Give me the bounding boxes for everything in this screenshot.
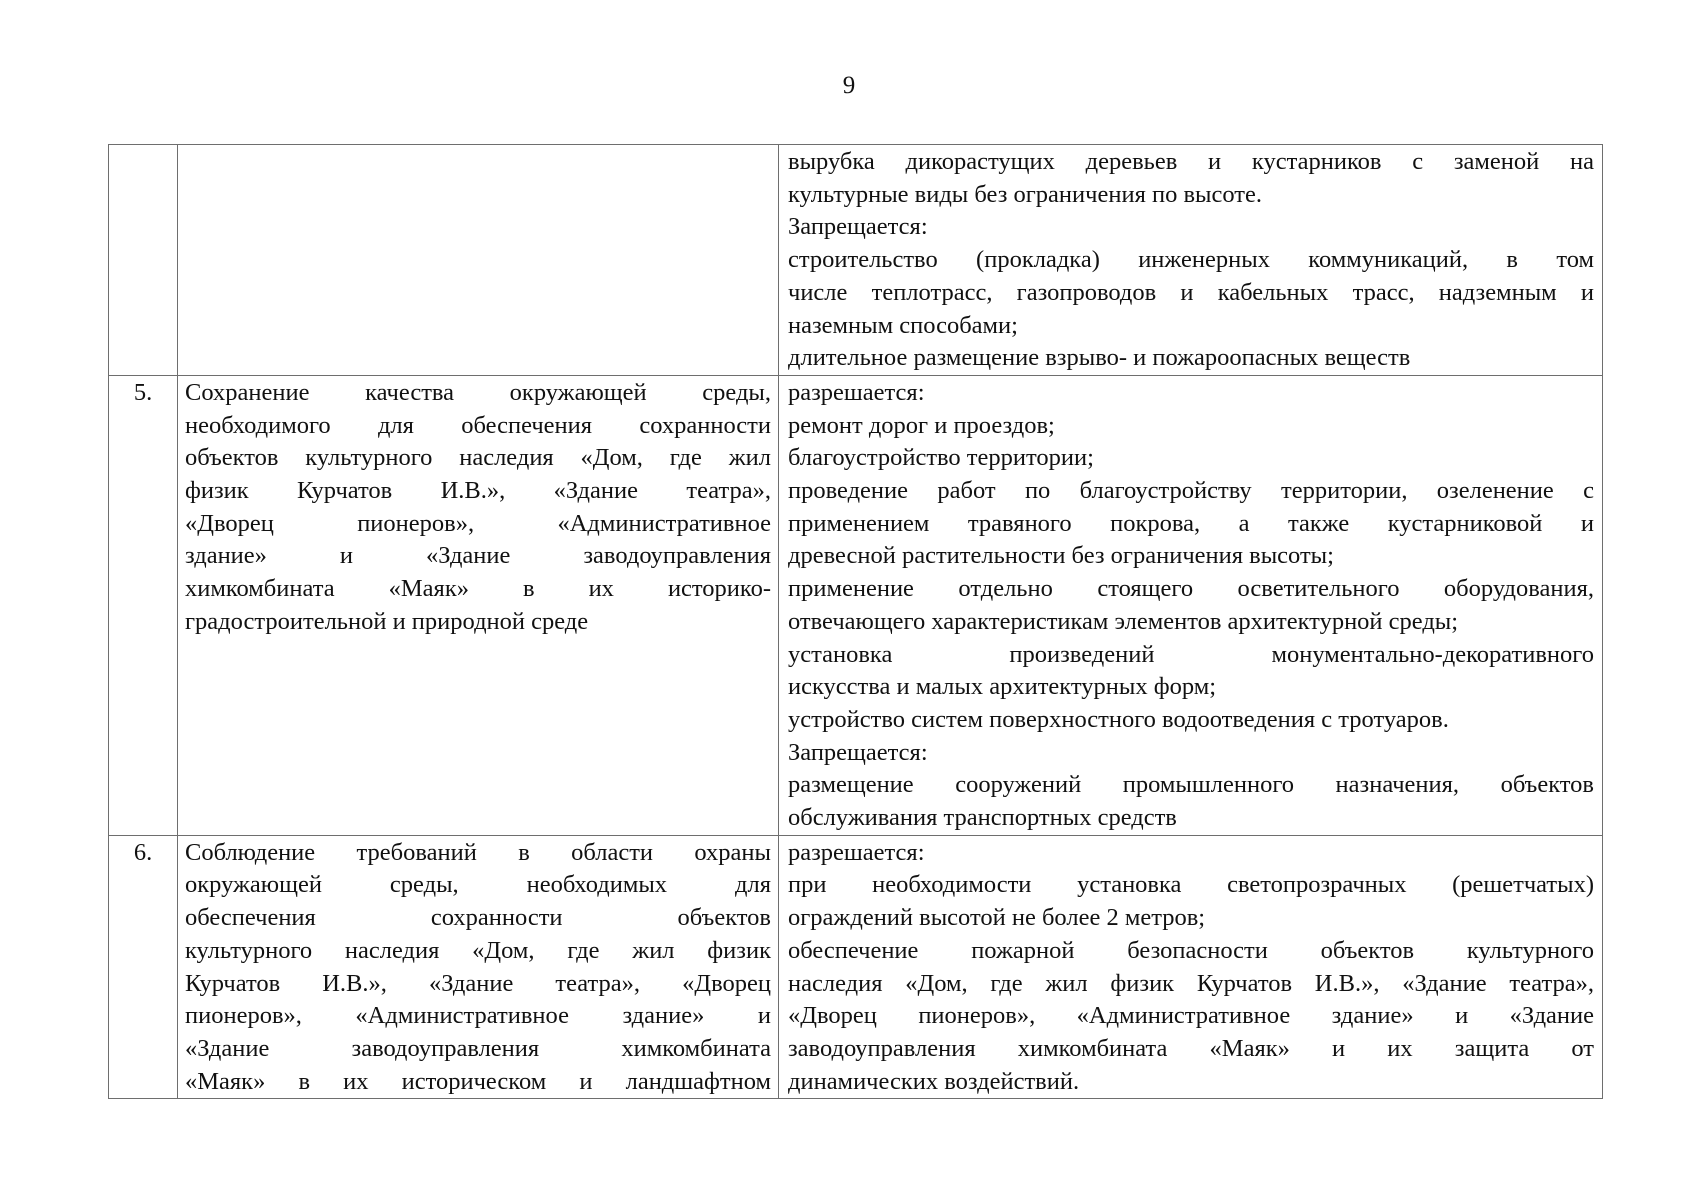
regime-line: наземным способами;	[788, 311, 1018, 339]
requirement-line: культурного наследия «Дом, где жил физик	[185, 936, 771, 964]
regime-line: «Дворец пионеров», «Административное здание» и «Здание	[788, 1002, 1594, 1030]
regime-line: древесной растительности без ограничения высоты;	[788, 542, 1334, 570]
regime-line: разрешается:	[788, 838, 925, 866]
regime-line: Запрещается:	[788, 738, 928, 766]
requirement-line: пионеров», «Административное здание» и	[185, 1002, 771, 1030]
requirement-line: здание» и «Здание заводоуправления	[185, 542, 771, 570]
requirement-cell	[178, 835, 779, 1099]
regime-line: ремонт дорог и проездов;	[788, 411, 1055, 439]
requirement-line: Сохранение качества окружающей среды,	[185, 378, 771, 406]
requirement-line: градостроительной и природной среде	[185, 607, 589, 635]
row-number-cell	[109, 145, 178, 376]
regime-line: культурные виды без ограничения по высоте.	[788, 180, 1262, 208]
regime-line: размещение сооружений промышленного назначения, объектов	[788, 771, 1594, 799]
requirement-line: объектов культурного наследия «Дом, где жил	[185, 444, 771, 472]
regulations-table	[108, 144, 1603, 1099]
requirement-line: Соблюдение требований в области охраны	[185, 838, 771, 866]
regime-line: строительство (прокладка) инженерных коммуникаций, в том	[788, 246, 1594, 274]
regime-line: вырубка дикорастущих деревьев и кустарников с заменой на	[788, 148, 1594, 175]
requirement-cell	[178, 375, 779, 835]
regime-line: при необходимости установка светопрозрачных (решетчатых)	[788, 871, 1594, 899]
regime-line: установка произведений монументально-декоративного	[788, 640, 1594, 668]
regime-cell	[779, 375, 1603, 835]
table-row	[109, 375, 1603, 835]
regime-line: Запрещается:	[788, 213, 928, 241]
regime-line: применением травяного покрова, а также кустарниковой и	[788, 509, 1594, 537]
requirement-line: окружающей среды, необходимых для	[185, 871, 771, 899]
requirement-line: химкомбината «Маяк» в их историко-	[185, 575, 771, 603]
requirement-line: Курчатов И.В.», «Здание театра», «Дворец	[185, 969, 771, 997]
regime-line: заводоуправления химкомбината «Маяк» и их защита от	[788, 1034, 1594, 1062]
table-row	[109, 835, 1603, 1099]
requirement-line: «Маяк» в их историческом и ландшафтном	[185, 1067, 771, 1095]
requirement-line: «Здание заводоуправления химкомбината	[185, 1034, 771, 1062]
regime-line: отвечающего характеристикам элементов архитектурной среды;	[788, 607, 1459, 635]
regime-line: разрешается:	[788, 378, 925, 406]
regime-cell	[779, 145, 1603, 376]
regime-line: благоустройство территории;	[788, 444, 1094, 472]
regime-line: ограждений высотой не более 2 метров;	[788, 904, 1206, 932]
requirement-line: «Дворец пионеров», «Административное	[185, 509, 771, 537]
requirement-line: необходимого для обеспечения сохранности	[185, 411, 771, 439]
regime-line: устройство систем поверхностного водоотведения с тротуаров.	[788, 705, 1449, 733]
regime-line: обеспечение пожарной безопасности объектов культурного	[788, 936, 1594, 964]
regime-cell	[779, 835, 1603, 1099]
regime-line: числе теплотрасс, газопроводов и кабельных трасс, надземным и	[788, 278, 1594, 306]
row-number-cell: 6.	[109, 835, 178, 1099]
requirement-cell	[178, 145, 779, 376]
regime-line: обслуживания транспортных средств	[788, 804, 1177, 832]
regime-line: динамических воздействий.	[788, 1067, 1080, 1095]
regime-line: искусства и малых архитектурных форм;	[788, 673, 1217, 701]
regime-line: наследия «Дом, где жил физик Курчатов И.В.», «Здание театра»,	[788, 969, 1594, 997]
page-number: 9	[842, 72, 856, 99]
row-number-cell: 5.	[109, 375, 178, 835]
regime-line: применение отдельно стоящего осветительного оборудования,	[788, 575, 1594, 603]
requirement-line: физик Курчатов И.В.», «Здание театра»,	[185, 477, 771, 505]
regime-line: проведение работ по благоустройству территории, озеленение с	[788, 477, 1594, 505]
table-row	[109, 145, 1603, 376]
regime-line: длительное размещение взрыво- и пожароопасных веществ	[788, 344, 1411, 372]
requirement-line: обеспечения сохранности объектов	[185, 904, 771, 932]
